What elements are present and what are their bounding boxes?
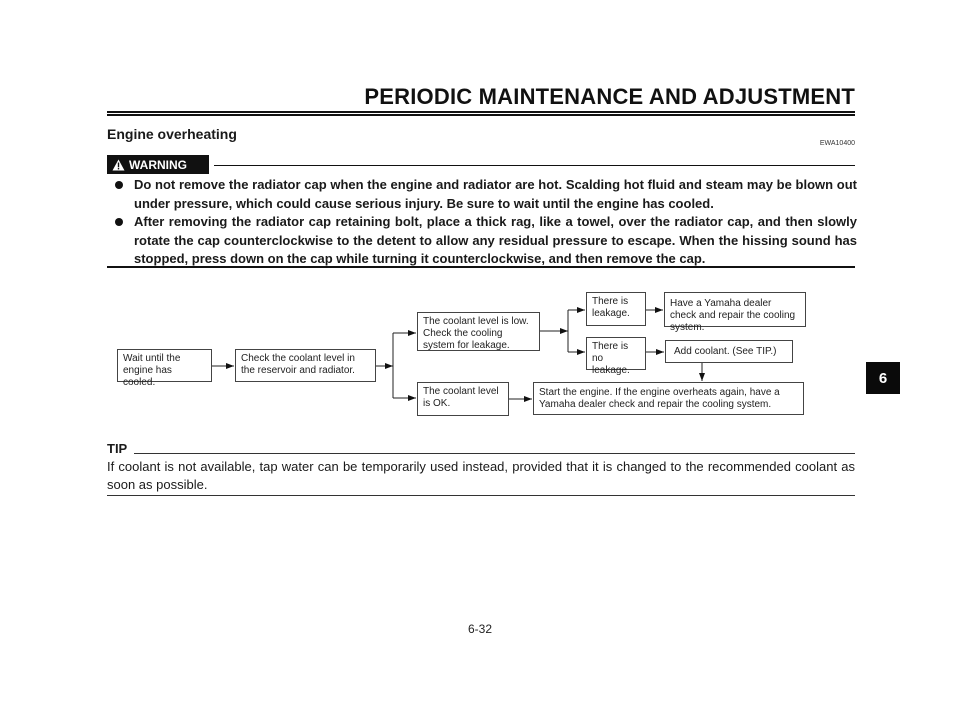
- warning-item: After removing the radiator cap retaining bolt, place a thick rag, like a towel, over the radiator cap, and then slowly rotate the cap counterclockwise to the detent to allow any residual pressure to escape. When the hissing sound has stopped, press down on the cap while turning it counterclockwise, and then remove the cap.: [112, 213, 857, 269]
- section-heading: Engine overheating: [107, 126, 237, 142]
- page-title: PERIODIC MAINTENANCE AND ADJUSTMENT: [364, 84, 855, 109]
- tip-text: If coolant is not available, tap water can be temporarily used instead, provided that it is changed to the recommended coolant as soon as possible.: [107, 459, 855, 492]
- flow-node-start-engine: Start the engine. If the engine overheats again, have a Yamaha dealer check and repair the cooling system.: [533, 382, 804, 415]
- flow-node-no-leakage: There is no leakage.: [586, 337, 646, 370]
- tip-rule: [134, 453, 855, 454]
- tip-label: TIP: [107, 441, 128, 456]
- flow-node-level-ok: The coolant level is OK.: [417, 382, 509, 416]
- flow-node-leakage: There is leakage.: [586, 292, 646, 326]
- chapter-tab: 6: [866, 362, 900, 394]
- flow-node-dealer-repair: Have a Yamaha dealer check and repair the cooling system.: [664, 292, 806, 327]
- page-number: 6-32: [467, 622, 493, 636]
- warning-item: Do not remove the radiator cap when the engine and radiator are hot. Scalding hot fluid and steam may be blown out under pressure, which could cause serious injury. Be sure to wait until the engine has cooled.: [112, 176, 857, 213]
- flow-node-wait: Wait until the engine has cooled.: [117, 349, 212, 382]
- warning-label: WARNING: [129, 157, 187, 172]
- warning-code: EWA10400: [819, 140, 855, 147]
- flow-node-add-coolant: Add coolant. (See TIP.): [665, 340, 793, 363]
- tip-end-rule: [107, 495, 855, 496]
- flow-node-level-low: The coolant level is low. Check the cooling system for leakage.: [417, 312, 540, 351]
- flow-node-check-level: Check the coolant level in the reservoir and radiator.: [235, 349, 376, 382]
